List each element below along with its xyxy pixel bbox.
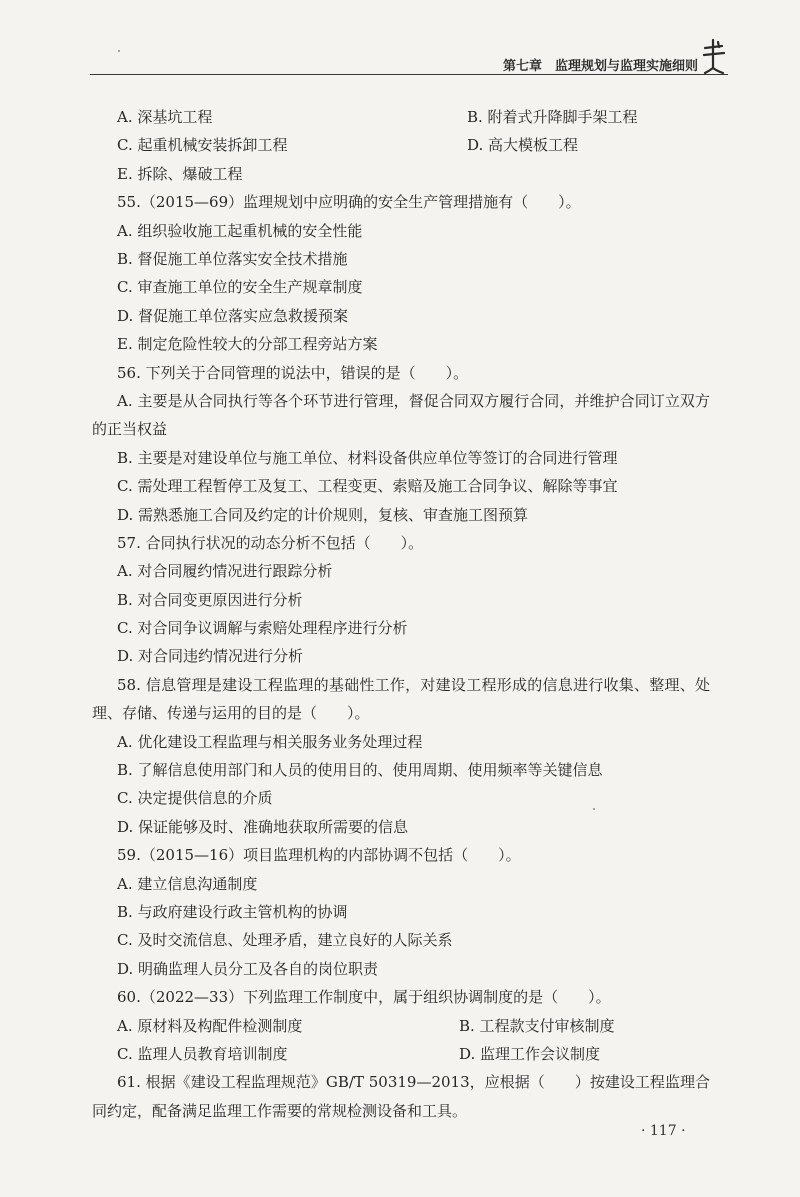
question-58-stem: 58. 信息管理是建设工程监理的基础性工作，对建设工程形成的信息进行收集、整理、处理、存储、传递与运用的目的是（ ）。 [92, 675, 710, 723]
option-a: A. 深基坑工程 [117, 108, 213, 126]
scan-speck [118, 50, 120, 52]
option-c: C. 决定提供信息的介质 [117, 789, 273, 808]
option-b: B. 对合同变更原因进行分析 [117, 590, 303, 609]
option-c: C. 需处理工程暂停工及复工、工程变更、索赔及施工合同争议、解除等事宜 [117, 477, 618, 496]
header-rule [90, 74, 728, 75]
option-d: D. 需熟悉施工合同及约定的计价规则，复核、审查施工图预算 [117, 505, 529, 524]
question-56-stem: 56. 下列关于合同管理的说法中，错误的是（ ）。 [117, 363, 469, 382]
option-b: B. 督促施工单位落实安全技术措施 [117, 249, 348, 268]
option-b: B. 与政府建设行政主管机构的协调 [117, 903, 348, 921]
option-b: B. 附着式升降脚手架工程 [467, 108, 638, 126]
option-row [92, 1040, 710, 1068]
question-content [92, 103, 710, 1125]
question-59-stem: 59.（2015—16）项目监理机构的内部协调不包括（ ）。 [117, 846, 521, 865]
option-a: A. 组织验收施工起重机械的安全性能 [117, 221, 363, 240]
option-row [92, 131, 710, 159]
option-a: A. 主要是从合同执行等各个环节进行管理，督促合同双方履行合同，并维护合同订立双方的正当权益 [92, 391, 710, 439]
chapter-mark-icon [700, 38, 730, 74]
option-a: A. 优化建设工程监理与相关服务业务处理过程 [117, 732, 423, 751]
question-60-stem: 60.（2022—33）下列监理工作制度中，属于组织协调制度的是（ ）。 [117, 988, 611, 1007]
page-number: · 117 · [641, 1123, 686, 1139]
option-d: D. 高大模板工程 [467, 136, 579, 155]
option-c: C. 对合同争议调解与索赔处理程序进行分析 [117, 619, 408, 638]
option-c: C. 起重机械安装拆卸工程 [117, 136, 288, 155]
option-row [92, 103, 710, 131]
option-d: D. 保证能够及时、准确地获取所需要的信息 [117, 817, 409, 836]
option-c: C. 审查施工单位的安全生产规章制度 [117, 278, 363, 297]
scan-speck [593, 808, 595, 810]
option-b: B. 主要是对建设单位与施工单位、材料设备供应单位等签订的合同进行管理 [117, 448, 618, 467]
option-e: E. 制定危险性较大的分部工程旁站方案 [117, 335, 378, 354]
option-d: D. 监理工作会议制度 [459, 1044, 601, 1063]
option-a: A. 对合同履约情况进行跟踪分析 [117, 562, 333, 581]
option-d: D. 督促施工单位落实应急救援预案 [117, 306, 349, 325]
question-57-stem: 57. 合同执行状况的动态分析不包括（ ）。 [117, 533, 424, 552]
question-55-stem: 55.（2015—69）监理规划中应明确的安全生产管理措施有（ ）。 [117, 193, 581, 212]
option-c: C. 监理人员教育培训制度 [117, 1044, 288, 1063]
option-row [92, 1012, 710, 1040]
question-61-stem: 61. 根据《建设工程监理规范》GB/T 50319—2013，应根据（ ）按建设工程监理合同约定，配备满足监理工作需要的常规检测设备和工具。 [92, 1073, 710, 1120]
option-b: B. 工程款支付审核制度 [459, 1016, 615, 1035]
option-c: C. 及时交流信息、处理矛盾，建立良好的人际关系 [117, 931, 453, 950]
chapter-title: 第七章 监理规划与监理实施细则 [502, 59, 698, 74]
option-a: A. 原材料及构配件检测制度 [117, 1016, 303, 1035]
option-e: E. 拆除、爆破工程 [117, 164, 243, 183]
page-header [90, 44, 730, 76]
option-d: D. 明确监理人员分工及各自的岗位职责 [117, 959, 379, 978]
option-a: A. 建立信息沟通制度 [117, 874, 258, 893]
option-d: D. 对合同违约情况进行分析 [117, 647, 304, 666]
option-b: B. 了解信息使用部门和人员的使用目的、使用周期、使用频率等关键信息 [117, 761, 603, 780]
